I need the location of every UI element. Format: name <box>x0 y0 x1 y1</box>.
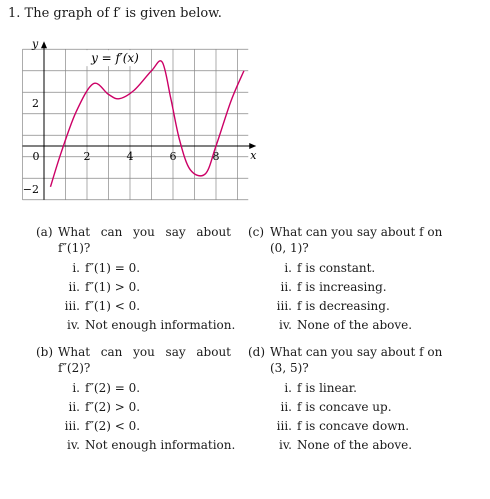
question-b <box>36 344 236 455</box>
x-tick-label: 6 <box>169 150 177 163</box>
option-number: iii. <box>276 299 292 313</box>
option-text: f is linear. <box>297 381 357 395</box>
option-number: iv. <box>66 438 80 452</box>
option[interactable] <box>36 436 236 455</box>
option-number: i. <box>72 261 80 275</box>
question-text-cont: f″(2)? <box>58 361 91 375</box>
x-tick-label: 0 <box>32 150 40 163</box>
question-text-cont: (3, 5)? <box>270 361 309 375</box>
option-number: iii. <box>64 419 80 433</box>
curve-label: y = f′(x) <box>91 51 139 66</box>
option-text: f″(1) > 0. <box>85 280 141 294</box>
option-text: f″(1) = 0. <box>85 261 141 275</box>
question-text: What can you say about <box>58 345 231 359</box>
option-text: f is concave down. <box>297 419 410 433</box>
option-text: None of the above. <box>297 438 413 452</box>
question-text: What can you say about f on <box>270 345 443 359</box>
option-text: None of the above. <box>297 318 413 332</box>
x-tick-label: 4 <box>126 150 134 163</box>
option[interactable] <box>36 297 231 316</box>
option-number: iv. <box>66 318 80 332</box>
x-tick-label: 2 <box>83 150 91 163</box>
question-letter: (b) <box>36 345 54 359</box>
option[interactable] <box>36 259 231 278</box>
option-number: i. <box>284 261 292 275</box>
option-text: f is constant. <box>297 261 376 275</box>
question-text: What can you say about <box>58 225 231 239</box>
option[interactable] <box>248 398 448 417</box>
question-letter: (d) <box>248 345 266 359</box>
option-number: iii. <box>276 419 292 433</box>
option-number: iii. <box>64 299 80 313</box>
question-text-cont: (0, 1)? <box>270 241 309 255</box>
option-text: f″(2) = 0. <box>85 381 141 395</box>
option-text: f″(1) < 0. <box>85 299 141 313</box>
problem-number: 1. <box>8 6 21 21</box>
option-text: f″(2) > 0. <box>85 400 141 414</box>
problem-heading <box>8 6 222 21</box>
option[interactable] <box>248 417 448 436</box>
x-tick-label: 8 <box>212 150 220 163</box>
option-number: iv. <box>278 438 292 452</box>
option[interactable] <box>248 259 448 278</box>
option-number: i. <box>72 381 80 395</box>
question-a <box>36 224 236 335</box>
problem-text: The graph of f′ is given below. <box>24 6 222 21</box>
option-number: iv. <box>278 318 292 332</box>
y-axis-arrow <box>41 41 47 48</box>
option[interactable] <box>248 436 448 455</box>
option-text: f is concave up. <box>297 400 392 414</box>
question-c <box>248 224 448 335</box>
derivative-graph <box>22 26 258 216</box>
option-number: ii. <box>280 400 292 414</box>
option[interactable] <box>36 278 231 297</box>
option[interactable] <box>248 297 448 316</box>
y-axis-label: y <box>32 37 39 51</box>
option-text: Not enough information. <box>85 438 236 452</box>
option[interactable] <box>248 278 448 297</box>
option-text: f″(2) < 0. <box>85 419 141 433</box>
option-number: ii. <box>280 280 292 294</box>
option[interactable] <box>248 316 448 335</box>
question-d <box>248 344 448 455</box>
option-number: ii. <box>68 280 80 294</box>
question-text: What can you say about f on <box>270 225 443 239</box>
option[interactable] <box>36 379 231 398</box>
y-tick-label: −2 <box>22 183 39 196</box>
option-text: f is decreasing. <box>297 299 390 313</box>
question-letter: (a) <box>36 225 53 239</box>
option[interactable] <box>36 316 236 335</box>
question-text-cont: f″(1)? <box>58 241 91 255</box>
x-axis-label: x <box>250 149 257 162</box>
derivative-curve <box>50 61 244 187</box>
y-tick-label: 2 <box>32 97 39 110</box>
option-number: ii. <box>68 400 80 414</box>
option[interactable] <box>36 398 231 417</box>
question-letter: (c) <box>248 225 265 239</box>
option-text: Not enough information. <box>85 318 236 332</box>
option-text: f is increasing. <box>297 280 387 294</box>
option[interactable] <box>36 417 231 436</box>
option-number: i. <box>284 381 292 395</box>
option[interactable] <box>248 379 448 398</box>
